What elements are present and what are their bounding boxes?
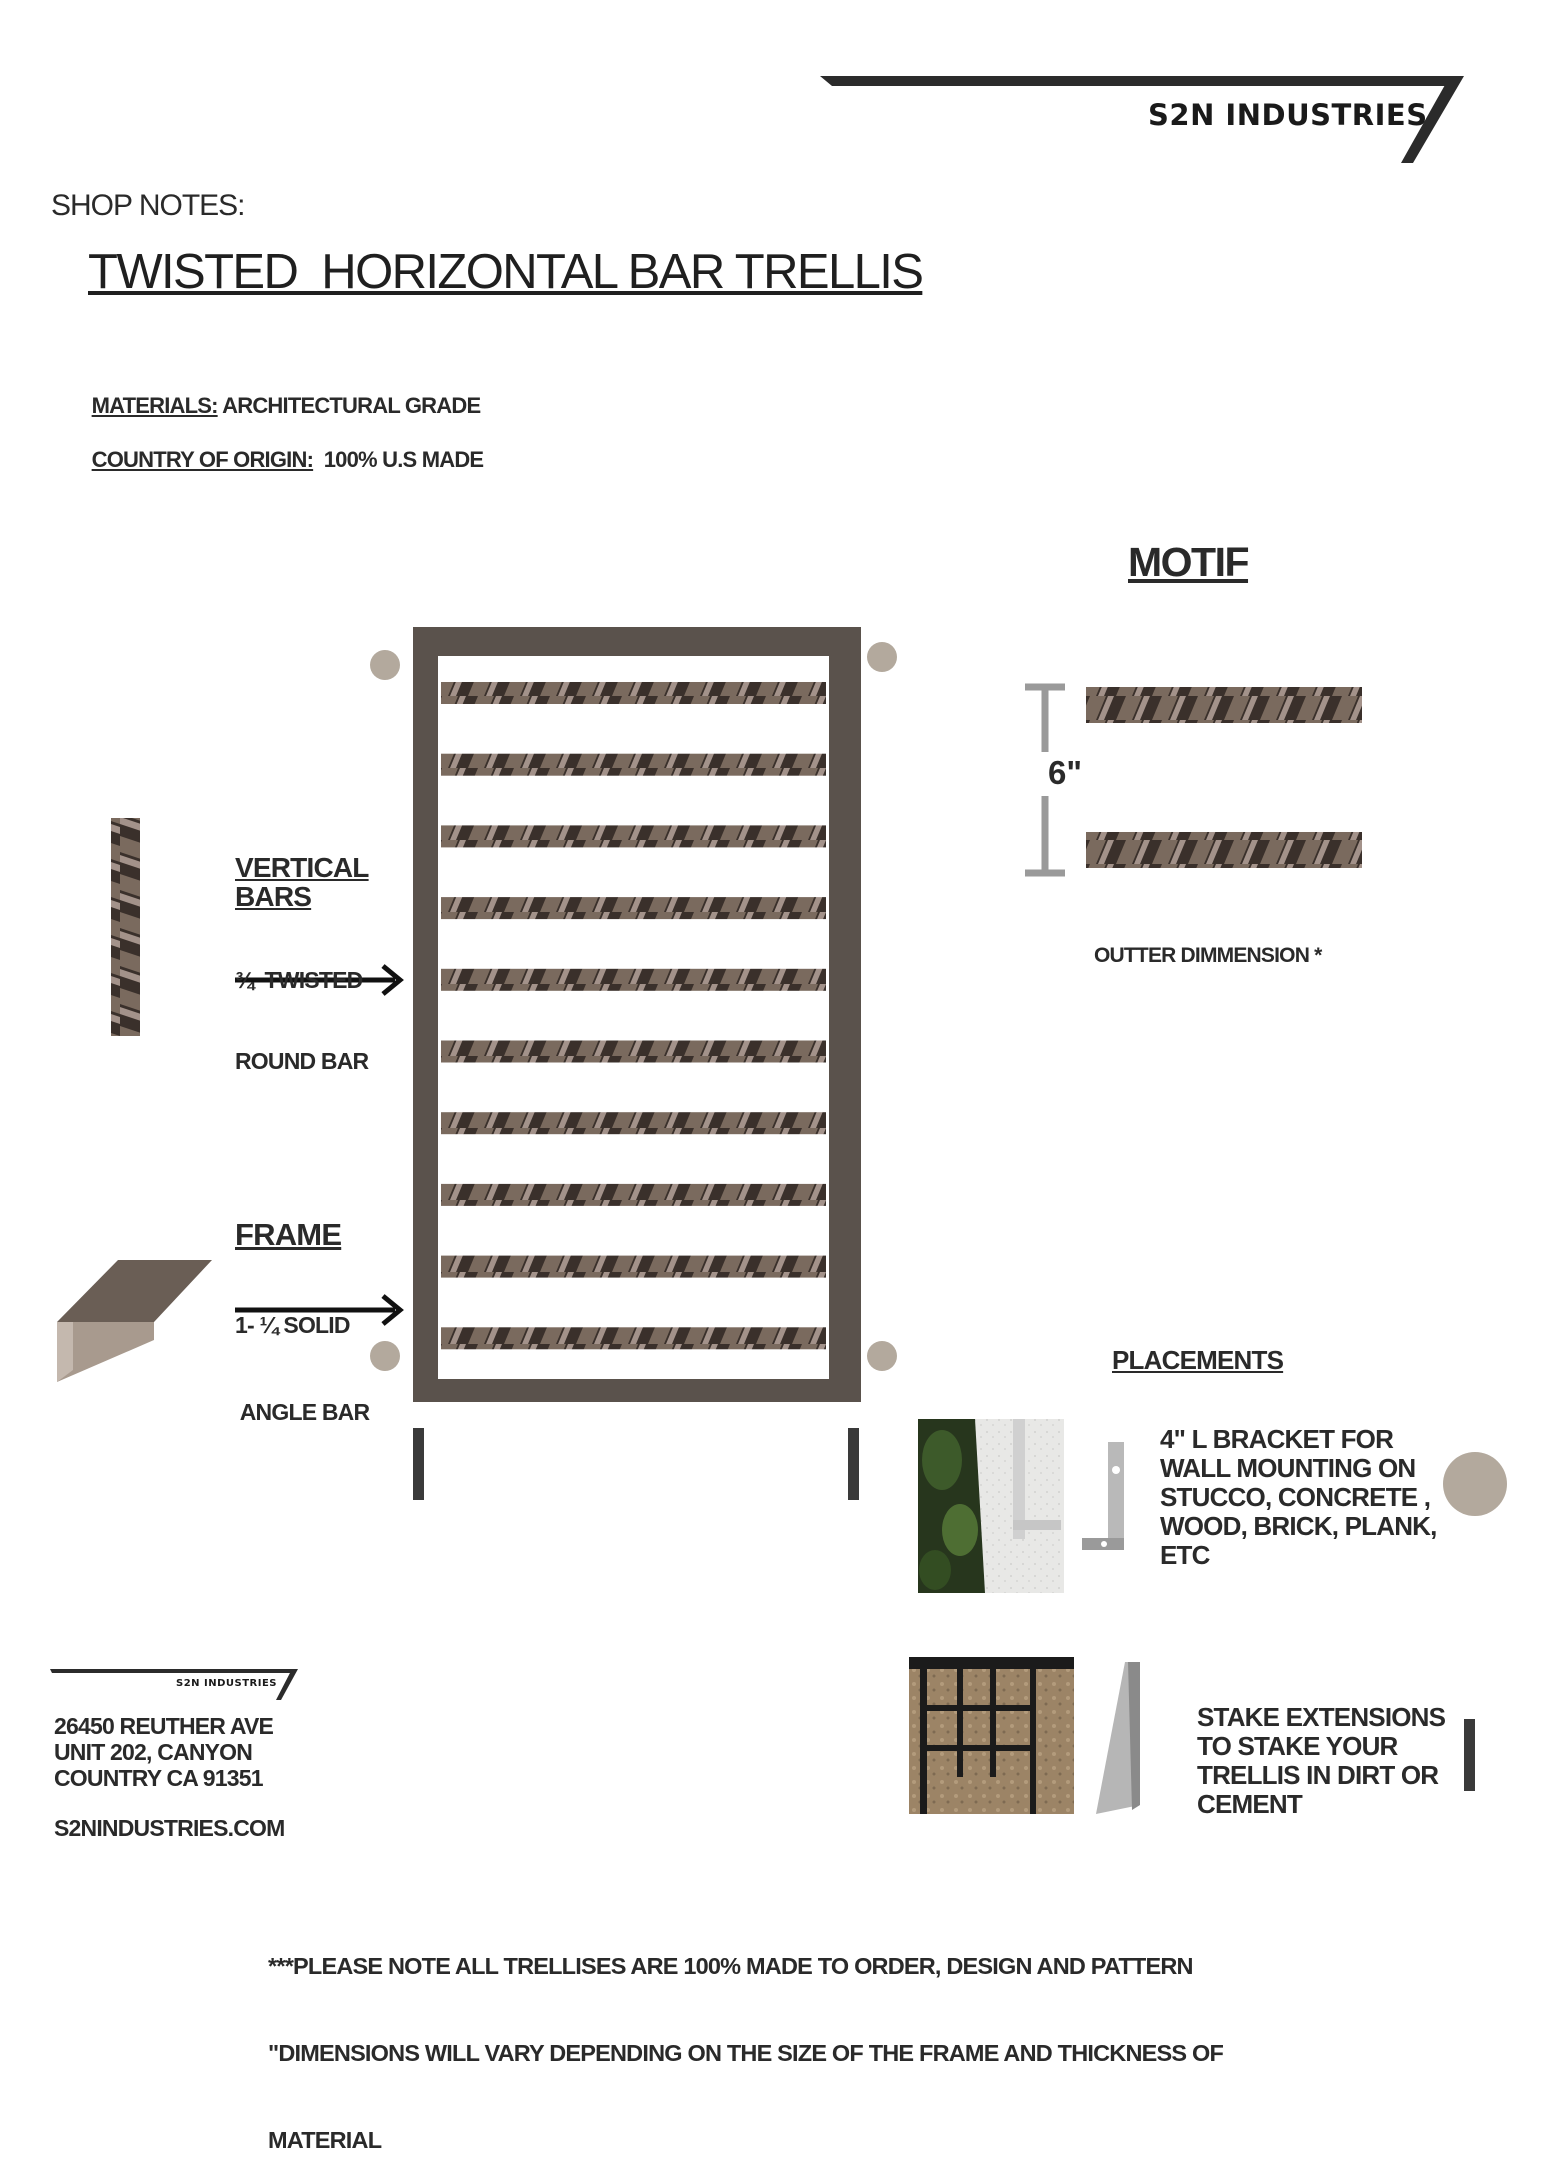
mount-dot [867,1341,897,1371]
l-bracket-icon [1082,1442,1124,1550]
trellis-twisted-bar [441,1112,826,1134]
brand-name: S2N INDUSTRIES [1148,98,1428,132]
origin-value: 100% U.S MADE [313,447,484,472]
shop-notes-label: SHOP NOTES: [51,189,245,222]
footer-address [54,1713,273,1791]
footer-note [268,1894,1223,2184]
trellis-twisted-bar [441,1184,826,1206]
trellis-twisted-bar [441,969,826,991]
bracket-description [1160,1425,1437,1570]
origin-line [81,421,483,473]
trellis-twisted-bar [441,682,826,704]
vertical-bars-title-line: BARS [235,881,312,912]
trellis-twisted-bar [441,754,826,776]
footer-brand: S2N INDUSTRIES [176,1678,277,1689]
trellis-twisted-bar [441,1256,826,1278]
frame-desc-line: 1- ¼ SOLID [235,1312,350,1338]
page-title: TWISTED HORIZONTAL BAR TRELLIS [88,245,923,299]
motif-bar [1086,687,1362,723]
vertical-bars-desc-line: ¾ TWISTED [235,967,363,993]
stake-description [1197,1703,1445,1819]
address-line: UNIT 202, CANYON [54,1739,253,1765]
note-line: MATERIAL [268,2127,382,2153]
origin-label: COUNTRY OF ORIGIN: [91,447,314,472]
trellis-twisted-bar [441,1327,826,1349]
frame-desc [235,1253,369,1456]
address-line: 26450 REUTHER AVE [54,1713,274,1739]
vertical-bars-title [235,853,369,911]
vertical-bars-desc-line: ROUND BAR [235,1048,369,1074]
mount-dot [370,1341,400,1371]
vertical-bars-desc [235,913,368,1102]
bracket-line: STUCCO, CONCRETE , [1160,1482,1431,1512]
stake-leg [848,1428,859,1500]
bracket-line: 4" L BRACKET FOR [1160,1424,1394,1454]
materials-label: MATERIALS: [91,393,218,418]
bracket-line: WALL MOUNTING ON [1160,1453,1416,1483]
outer-dimension-note: OUTTER DIMMENSION * [1094,944,1322,967]
trellis-twisted-bar [441,1041,826,1063]
bracket-line: WOOD, BRICK, PLANK, [1160,1511,1437,1541]
note-line: ***PLEASE NOTE ALL TRELLISES ARE 100% MADE TO ORDER, DESIGN AND PATTERN [268,1953,1193,1979]
materials-line [81,367,480,419]
footer-website[interactable]: S2NINDUSTRIES.COM [54,1815,285,1841]
trellis-twisted-bar [441,897,826,919]
trellis-twisted-bar [441,825,826,847]
trellis-drawing [370,627,897,1500]
placements-title: PLACEMENTS [1112,1345,1284,1375]
twisted-bar-sample [111,818,140,1036]
stake-line: STAKE EXTENSIONS [1197,1702,1446,1732]
angle-bar-sample [57,1260,212,1382]
frame-title: FRAME [235,1217,342,1252]
materials-value: ARCHITECTURAL GRADE [217,393,481,418]
motif-bar [1086,832,1362,868]
address-line: COUNTRY CA 91351 [54,1765,263,1791]
mount-dot [370,650,400,680]
mount-dot [867,642,897,672]
frame-desc-line: ANGLE BAR [235,1399,370,1425]
stake-photo [909,1657,1074,1814]
stake-line: TRELLIS IN DIRT OR [1197,1760,1439,1790]
stake-extension-icon [1096,1662,1140,1814]
note-line: "DIMENSIONS WILL VARY DEPENDING ON THE SIZE OF THE FRAME AND THICKNESS OF [268,2040,1224,2066]
stake-line: TO STAKE YOUR [1197,1731,1398,1761]
bracket-line: ETC [1160,1540,1210,1570]
motif-spacing: 6" [1048,754,1082,791]
bracket-dot [1443,1452,1507,1516]
stake-indicator [1464,1719,1475,1791]
vertical-bars-title-line: VERTICAL [235,852,369,883]
wall-bracket-photo [918,1419,1064,1593]
stake-leg [413,1428,424,1500]
stake-line: CEMENT [1197,1789,1302,1819]
motif-title: MOTIF [1128,539,1249,585]
